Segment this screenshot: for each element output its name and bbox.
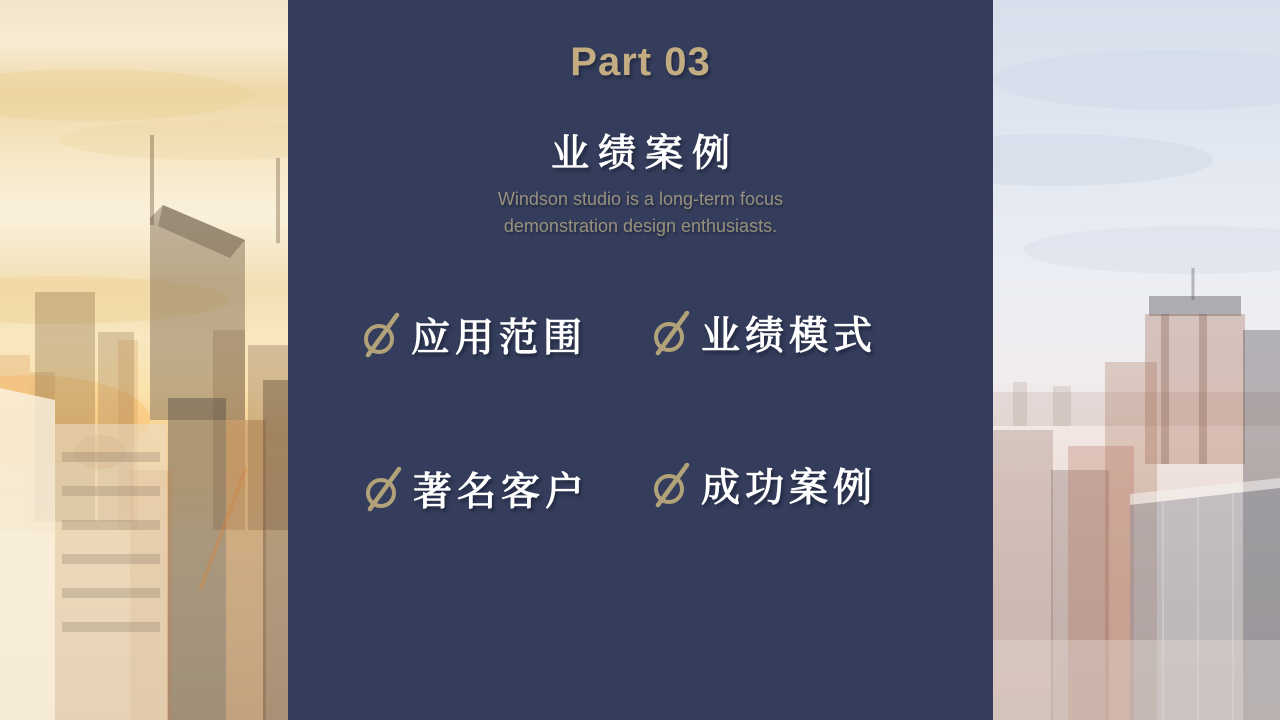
slashed-circle-icon (366, 466, 404, 518)
topic-item-famous-clients (366, 466, 589, 518)
slashed-circle-icon (654, 462, 692, 514)
topic-item-label: 成功案例 (701, 466, 878, 510)
content-panel (288, 0, 993, 720)
subtitle-line-1: Windson studio is a long-term focus (497, 189, 784, 209)
city-skyline-left-illustration (0, 0, 288, 720)
topic-item-label: 业绩模式 (701, 314, 878, 358)
city-skyline-right-illustration (993, 0, 1280, 720)
subtitle-line-2: demonstration design enthusiasts. (503, 216, 778, 236)
slashed-circle-icon (364, 312, 402, 364)
topic-item-application-scope (364, 312, 587, 364)
background-city-sky-right (993, 0, 1280, 720)
slide-subtitle (288, 186, 993, 240)
part-number-label: Part 03 (570, 40, 711, 84)
topic-item-performance-model (654, 310, 877, 362)
topic-item-success-cases (654, 462, 877, 514)
topic-item-label: 应用范围 (411, 316, 588, 360)
slashed-circle-icon (654, 310, 692, 362)
slide-title: 业绩案例 (550, 133, 739, 175)
background-city-sunset-left (0, 0, 288, 720)
topic-item-label: 著名客户 (413, 470, 590, 514)
